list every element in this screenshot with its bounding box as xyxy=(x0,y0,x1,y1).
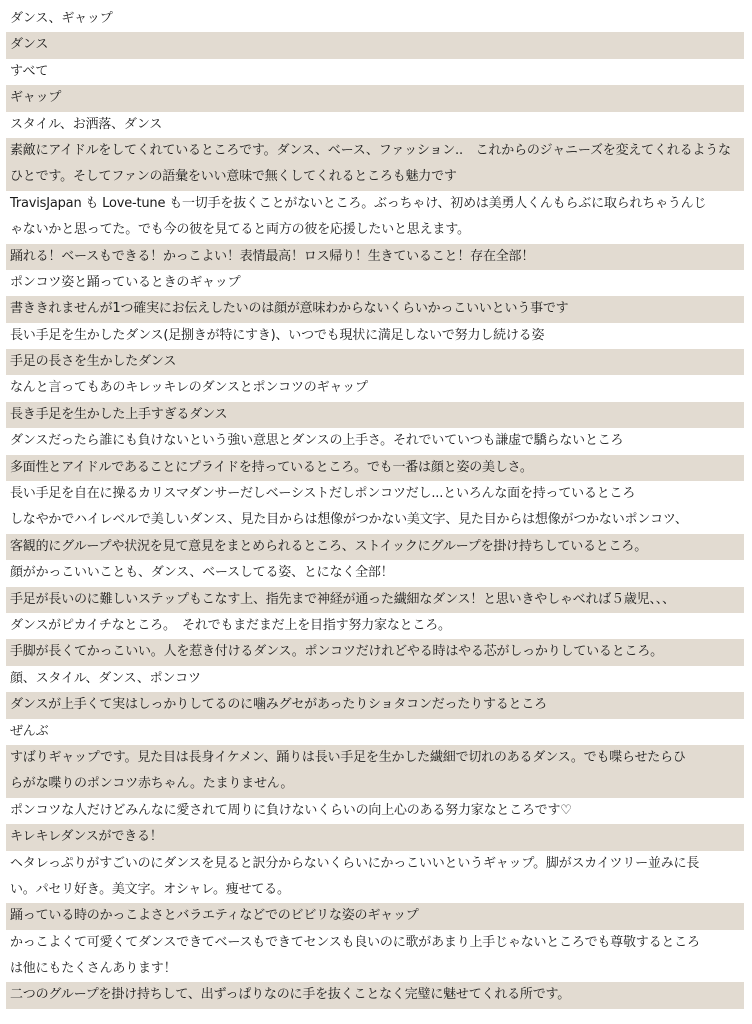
list-item xyxy=(6,903,744,929)
list-item-text: 顔がかっこいいことも、ダンス、ベースしてる姿、とになく全部！ xyxy=(10,565,394,581)
list-item-text: 長き手足を生かした上手すぎるダンス xyxy=(10,406,228,422)
list-item-text: い。パセリ好き。美文字。オシャレ。痩せてる。 xyxy=(10,881,290,897)
list-item xyxy=(6,798,744,824)
list-item xyxy=(6,138,744,191)
list-item xyxy=(6,692,744,718)
list-item xyxy=(6,244,744,270)
list-item xyxy=(6,191,744,244)
list-item xyxy=(6,85,744,111)
list-item xyxy=(6,613,744,639)
list-item-text: 踊れる！ベースもできる！かっこよい！表情最高！ロス帰り！生きていること！存在全部！ xyxy=(10,248,535,264)
list-item xyxy=(6,296,744,322)
list-item-text: ひとです。そしてファンの語彙をいい意味で無くしてくれるところも魅力です xyxy=(10,169,457,185)
list-item xyxy=(6,323,744,349)
list-item-text: 手足が長いのに難しいステップもこなす上、指先まで神経が通った繊細なダンス！と思いきやしゃべれば５歳児、、、 xyxy=(10,591,675,607)
list-item xyxy=(6,639,744,665)
list-item-text: 客観的にグループや状況を見て意見をまとめられるところ、ストイックにグループを掛け持ちしているところ。 xyxy=(10,538,648,554)
list-item-text: すべて xyxy=(10,63,49,79)
list-item xyxy=(6,270,744,296)
list-item xyxy=(6,349,744,375)
list-item-text: ぜんぶ xyxy=(10,723,49,739)
list-item-text: ダンス xyxy=(10,37,49,53)
list-item xyxy=(6,587,744,613)
list-item-text: キレキレダンスができる！ xyxy=(10,829,163,845)
list-item xyxy=(6,481,744,507)
list-item-text: 手脚が長くてかっこいい。人を惹き付けるダンス。ポンコツだけれどやる時はやる芯がしっかりしているところ。 xyxy=(10,644,663,660)
list-item-text: ダンスだったら誰にも負けないという強い意思とダンスの上手さ。それでいていつも謙虚で驕らないところ xyxy=(10,433,624,449)
list-item xyxy=(6,666,744,692)
list-item-text: ゃないかと思ってた。でも今の彼を見てると両方の彼を応援したいと思えます。 xyxy=(10,222,470,238)
list-item xyxy=(6,719,744,745)
list-item-text: なんと言ってもあのキレッキレのダンスとポンコツのギャップ xyxy=(10,380,368,396)
list-item xyxy=(6,32,744,58)
list-item-text: 二つのグループを掛け持ちして、出ずっぱりなのに手を抜くことなく完璧に魅せてくれる所です。 xyxy=(10,987,571,1003)
list-item xyxy=(6,455,744,481)
list-item-text: スタイル、お洒落、ダンス xyxy=(10,116,163,132)
list-item xyxy=(6,375,744,401)
list-item xyxy=(6,428,744,454)
list-item-text: ギャップ xyxy=(10,90,62,106)
list-item xyxy=(6,507,744,533)
list-item-text: らがな喋りのポンコツ赤ちゃん。たまりません。 xyxy=(10,776,294,792)
list-item-text: ポンコツ姿と踊っているときのギャップ xyxy=(10,274,241,290)
list-item-text: ポンコツな人だけどみんなに愛されて周りに負けないくらいの向上心のある努力家なところです♡ xyxy=(10,802,572,818)
list-item-text: ダンスが上手くて実はしっかりしてるのに噛みグセがあったりショタコンだったりするところ xyxy=(10,697,547,713)
list-item xyxy=(6,59,744,85)
list-item-text: 踊っている時のかっこよさとバラエティなどでのビビリな姿のギャップ xyxy=(10,908,419,924)
list-item-text: 手足の長さを生かしたダンス xyxy=(10,354,177,370)
list-item-text: しなやかでハイレベルで美しいダンス、見た目からは想像がつかない美文字、見た目からは想像がつかないポンコツ、 xyxy=(10,512,688,528)
list-item xyxy=(6,534,744,560)
list-item-text: 長い手足を自在に操るカリスマダンサーだしベーシストだしポンコツだし...といろんな面を持っているところ xyxy=(10,486,636,502)
list-item xyxy=(6,560,744,586)
list-item-text: かっこよくて可愛くてダンスできてベースもできてセンスも良いのに歌があまり上手じゃないところでも尊敬するところ xyxy=(10,934,700,950)
list-item-text: TravisJapan も Love-tune も一切手を抜くことがないところ。ぶっちゃけ、初めは美勇人くんもらぶに取られちゃうんじ xyxy=(10,195,707,211)
list-item xyxy=(6,6,744,32)
list-item-text: ダンス、ギャップ xyxy=(10,11,113,26)
list-item xyxy=(6,982,744,1008)
list-item-text: ダンスがピカイチなところ。 それでもまだまだ上を目指す努力家なところ。 xyxy=(10,617,451,633)
list-item xyxy=(6,851,744,904)
list-item-text: は他にもたくさんあります！ xyxy=(10,961,177,977)
list-item-text: 素敵にアイドルをしてくれているところです。ダンス、ベース、ファッション.. これからのジャニーズを変えてくれるような xyxy=(10,142,731,158)
list-item-text: 書ききれませんが1つ確実にお伝えしたいのは顔が意味わからないくらいかっこいいという事です xyxy=(10,301,569,317)
list-item-text: ヘタレっぷりがすごいのにダンスを見ると訳分からないくらいにかっこいいというギャップ。脚がスカイツリー並みに長 xyxy=(10,855,700,871)
list-item-text: 顔、スタイル、ダンス、ポンコツ xyxy=(10,670,201,686)
list-item xyxy=(6,402,744,428)
list-item xyxy=(6,112,744,138)
list-item-text: すばりギャップです。見た目は長身イケメン、踊りは長い手足を生かした繊細で切れのあるダンス。でも喋らせたらひ xyxy=(10,749,686,765)
list-item-text: 多面性とアイドルであることにプライドを持っているところ。でも一番は顔と姿の美しさ。 xyxy=(10,459,533,475)
list-item xyxy=(6,824,744,850)
list-item xyxy=(6,930,744,983)
list-item xyxy=(6,745,744,798)
list-item-text: 長い手足を生かしたダンス(足捌きが特にすき)、いつでも現状に満足しないで努力し続ける姿 xyxy=(10,327,545,343)
